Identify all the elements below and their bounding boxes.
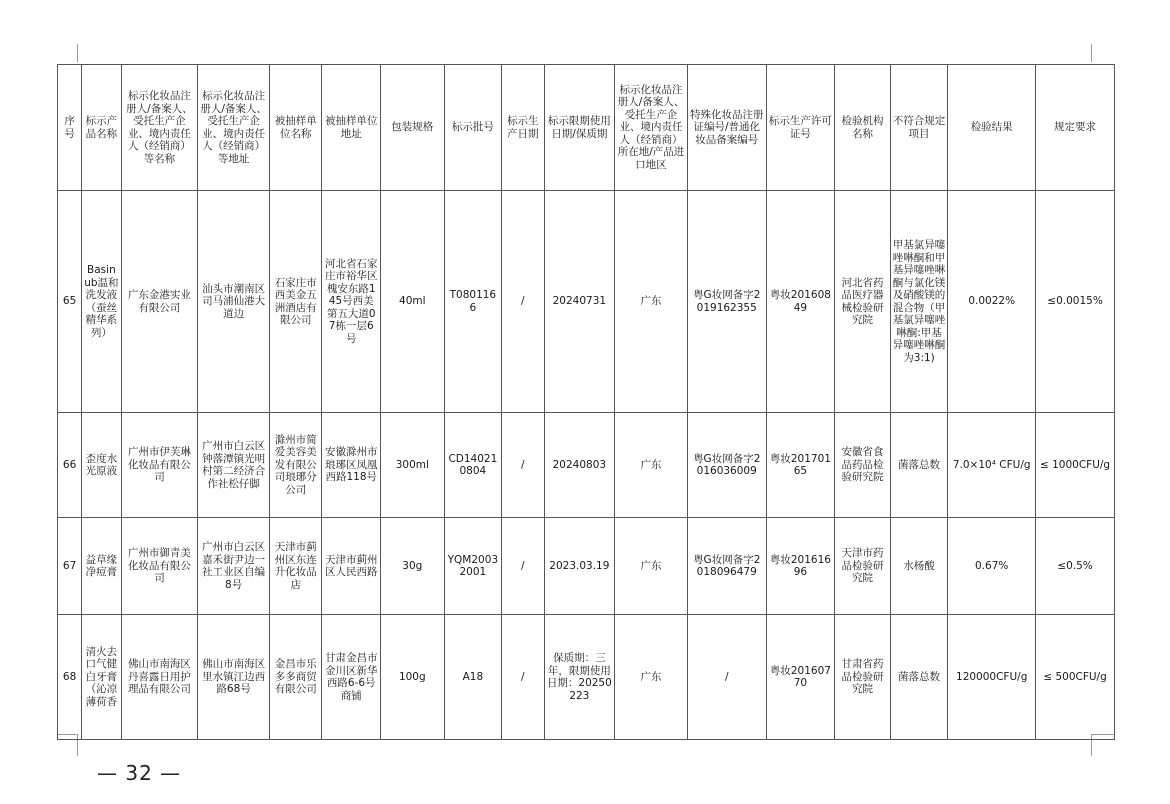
table-cell: 7.0×10⁴ CFU/g: [948, 413, 1036, 518]
table-cell: 68: [58, 615, 82, 740]
table-cell: /: [502, 518, 544, 615]
table-cell: 甲基氯异噻唑啉酮和甲基异噻唑啉酮与氯化镁及硝酸镁的混合物（甲基氯异噻唑啉酮:甲基异噻唑啉酮为3:1): [890, 191, 948, 413]
table-cell: 100g: [381, 615, 445, 740]
table-cell: CD140210804: [444, 413, 502, 518]
table-cell: /: [687, 615, 766, 740]
table-cell: 广州市白云区嘉禾街尹边一社工业区自编8号: [198, 518, 270, 615]
table-cell: 菌落总数: [890, 413, 948, 518]
header-cell: 标示生产许可证号: [766, 65, 835, 191]
table-row: [58, 191, 1115, 413]
table-cell: 30g: [381, 518, 445, 615]
header-cell: 包装规格: [381, 65, 445, 191]
table-cell: 20240803: [544, 413, 615, 518]
table-cell: 河北省药品医疗器械检验研究院: [835, 191, 891, 413]
table-cell: 天津市药品检验研究院: [835, 518, 891, 615]
header-cell: 被抽样单位地址: [322, 65, 381, 191]
table-cell: 广东金港实业有限公司: [121, 191, 198, 413]
table-cell: /: [502, 413, 544, 518]
table-cell: 粤G妆网备字2019162355: [687, 191, 766, 413]
header-cell: 特殊化妆品注册证编号/普通化妆品备案编号: [687, 65, 766, 191]
crop-mark-top-left: [77, 44, 78, 62]
table-cell: 广州市伊芙琳化妆品有限公司: [121, 413, 198, 518]
table-cell: 0.0022%: [948, 191, 1036, 413]
table-cell: 粤妆20160770: [766, 615, 835, 740]
table-cell: 天津市蓟州区东连升化妆品店: [269, 518, 321, 615]
page-number: — 32 —: [97, 761, 182, 785]
header-cell: 标示化妆品注册人/备案人、受托生产企业、境内责任人（经销商）等地址: [198, 65, 270, 191]
table-cell: 保质期：三年，限期使用日期：20250223: [544, 615, 615, 740]
table-cell: 滁州市简爱美容美发有限公司琅琊分公司: [269, 413, 321, 518]
crop-mark-top-right: [1091, 44, 1092, 62]
table-cell: A18: [444, 615, 502, 740]
table-cell: 65: [58, 191, 82, 413]
table-cell: YQM20032001: [444, 518, 502, 615]
table-cell: 甘肃省药品检验研究院: [835, 615, 891, 740]
table-cell: 粤妆20161696: [766, 518, 835, 615]
header-cell: 被抽样单位名称: [269, 65, 321, 191]
table-cell: 广东: [615, 518, 688, 615]
table-cell: 2023.03.19: [544, 518, 615, 615]
table-cell: 金昌市乐多多商贸有限公司: [269, 615, 321, 740]
table-cell: 甘肃金昌市金川区新华西路6-6号商铺: [322, 615, 381, 740]
table-cell: 汕头市潮南区司马浦仙港大道边: [198, 191, 270, 413]
table-cell: 20240731: [544, 191, 615, 413]
table-cell: 粤妆20170165: [766, 413, 835, 518]
table-cell: 石家庄市西美金五洲酒店有限公司: [269, 191, 321, 413]
table-cell: 清火去口气健白牙膏（沁凉薄荷香: [82, 615, 121, 740]
table-cell: 佛山市南海区丹喜露日用护理品有限公司: [121, 615, 198, 740]
table-cell: ≤ 1000CFU/g: [1036, 413, 1115, 518]
table-cell: 广东: [615, 615, 688, 740]
header-cell: 标示产品名称: [82, 65, 121, 191]
table-cell: ≤0.5%: [1036, 518, 1115, 615]
header-cell: 标示批号: [444, 65, 502, 191]
header-cell: 序号: [58, 65, 82, 191]
table-cell: 菌落总数: [890, 615, 948, 740]
table-cell: 天津市蓟州区人民西路: [322, 518, 381, 615]
table-cell: ≤ 500CFU/g: [1036, 615, 1115, 740]
header-cell: 标示限期使用日期/保质期: [544, 65, 615, 191]
table-cell: 安徽滁州市琅琊区凤凰西路118号: [322, 413, 381, 518]
table-row: [58, 518, 1115, 615]
table-cell: ≤0.0015%: [1036, 191, 1115, 413]
table-cell: 广州市御青美化妆品有限公司: [121, 518, 198, 615]
table-cell: 佛山市南海区里水镇江边西路68号: [198, 615, 270, 740]
header-cell: 不符合规定项目: [890, 65, 948, 191]
inspection-results-table: [57, 64, 1115, 740]
header-cell: 规定要求: [1036, 65, 1115, 191]
table-cell: 40ml: [381, 191, 445, 413]
table-header-row: [58, 65, 1115, 191]
header-cell: 检验机构名称: [835, 65, 891, 191]
header-cell: 检验结果: [948, 65, 1036, 191]
table-cell: 300ml: [381, 413, 445, 518]
header-cell: 标示化妆品注册人/备案人、受托生产企业、境内责任人（经销商）等名称: [121, 65, 198, 191]
table-cell: 0.67%: [948, 518, 1036, 615]
table-cell: 广东: [615, 413, 688, 518]
table-cell: Basinub温和洗发液（蚕丝精华系列）: [82, 191, 121, 413]
table-cell: 水杨酸: [890, 518, 948, 615]
table-cell: 66: [58, 413, 82, 518]
table-cell: /: [502, 191, 544, 413]
table-cell: 益草缘净痘膏: [82, 518, 121, 615]
table-cell: T0801166: [444, 191, 502, 413]
table-cell: 67: [58, 518, 82, 615]
table-cell: 粤G妆网备字2016036009: [687, 413, 766, 518]
table-cell: 广东: [615, 191, 688, 413]
table-row: [58, 615, 1115, 740]
header-cell: 标示生产日期: [502, 65, 544, 191]
table-cell: 120000CFU/g: [948, 615, 1036, 740]
table-cell: 广州市白云区钟落潭镇光明村第二经济合作社松仔脚: [198, 413, 270, 518]
table-cell: /: [502, 615, 544, 740]
table-cell: 歪度水光原液: [82, 413, 121, 518]
table-row: [58, 413, 1115, 518]
header-cell: 标示化妆品注册人/备案人、受托生产企业、境内责任人（经销商）所在地/产品进口地区: [615, 65, 688, 191]
table-cell: 河北省石家庄市裕华区槐安东路145号西美第五大道07栋一层6号: [322, 191, 381, 413]
table-cell: 安徽省食品药品检验研究院: [835, 413, 891, 518]
table-cell: 粤G妆网备字2018096479: [687, 518, 766, 615]
table-cell: 粤妆20160849: [766, 191, 835, 413]
